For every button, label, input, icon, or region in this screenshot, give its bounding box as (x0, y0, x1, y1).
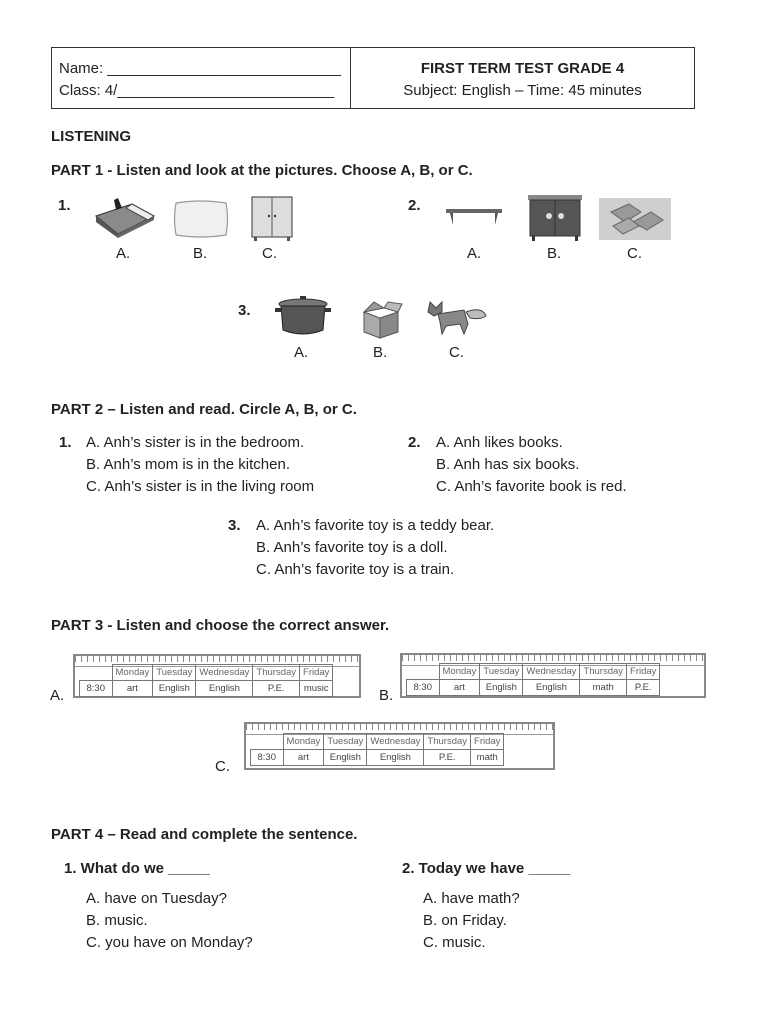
wardrobe-icon (248, 194, 296, 242)
subject-cell: math (471, 750, 504, 766)
day-tuesday: Tuesday (480, 664, 523, 680)
subject-cell: English (367, 750, 424, 766)
time-cell: 8:30 (80, 681, 113, 697)
time-cell: 8:30 (407, 680, 440, 696)
bed-icon (92, 194, 156, 240)
subject-cell: English (153, 681, 196, 697)
part4-q1-stem: 1. What do we _____ (64, 860, 210, 877)
name-line: Name: ____________________________ (59, 60, 341, 77)
part2-q2-option-b: B. Anh has six books. (436, 456, 580, 473)
part2-instruction: PART 2 – Listen and read. Circle A, B, or C. (51, 401, 357, 418)
part1-q3-option-b: B. (373, 344, 388, 361)
part2-q2-options (436, 432, 627, 498)
day-monday: Monday (439, 664, 480, 680)
part4-q2-option-a: A. have math? (423, 890, 520, 907)
part2-q2-number: 2. (408, 434, 421, 451)
part1-q1-option-c: C. (262, 245, 277, 262)
part2-q3-option-c: C. Anh’s favorite toy is a train. (256, 561, 455, 578)
part1-q1-option-a: A. (116, 245, 131, 262)
timetable-a-grid (79, 664, 333, 697)
day-friday: Friday (300, 665, 333, 681)
part4-q2-options (423, 888, 520, 954)
cupboard-icon (527, 194, 583, 242)
day-friday: Friday (471, 734, 504, 750)
test-title: FIRST TERM TEST GRADE 4 (420, 60, 625, 77)
day-tuesday: Tuesday (153, 665, 196, 681)
timetable-c-grid (250, 733, 504, 766)
part4-q1-option-b: B. music. (86, 912, 148, 929)
test-header (51, 47, 695, 109)
subject-cell: English (324, 750, 367, 766)
time-cell: 8:30 (251, 750, 284, 766)
student-info (52, 48, 351, 108)
part1-q1-option-b: B. (193, 245, 208, 262)
part1-q2-option-c: C. (627, 245, 642, 262)
timetable-a (73, 654, 361, 698)
part2-q1-option-a: A. Anh’s sister is in the bedroom. (86, 434, 305, 451)
listening-heading: LISTENING (51, 128, 132, 145)
test-info (351, 48, 694, 108)
part1-instruction: PART 1 - Listen and look at the pictures. Choose A, B, or C. (51, 162, 473, 179)
part4-q2-option-c: C. music. (423, 934, 486, 951)
part2-q1-option-c: C. Anh’s sister is in the living room (86, 478, 315, 495)
pot-icon (274, 294, 332, 340)
timetable-c (244, 722, 555, 770)
part1-q3-option-c: C. (449, 344, 464, 361)
shelf-icon (444, 206, 504, 228)
timetable-c-label: C. (215, 758, 230, 775)
timetable-b-grid (406, 663, 660, 696)
part2-q2-option-a: A. Anh likes books. (436, 434, 563, 451)
subject-cell: English (523, 680, 580, 696)
day-wednesday: Wednesday (523, 664, 580, 680)
subject-cell: P.E. (627, 680, 660, 696)
class-line: Class: 4/__________________________ (59, 82, 335, 99)
part4-q2-stem: 2. Today we have _____ (402, 860, 571, 877)
subject-cell: art (112, 681, 153, 697)
subject-cell: math (580, 680, 627, 696)
part2-q2-option-c: C. Anh’s favorite book is red. (436, 478, 627, 495)
timetable-a-label: A. (50, 687, 65, 704)
part1-q2-option-a: A. (467, 245, 482, 262)
pillow-icon (172, 199, 230, 239)
subject-cell: art (283, 750, 324, 766)
part1-q2-number: 2. (408, 197, 421, 214)
subject-cell: P.E. (424, 750, 471, 766)
part4-instruction: PART 4 – Read and complete the sentence. (51, 826, 358, 843)
part2-q3-option-b: B. Anh’s favorite toy is a doll. (256, 539, 448, 556)
part1-q3-option-a: A. (294, 344, 309, 361)
timetable-b-label: B. (379, 687, 394, 704)
timetable-b (400, 653, 706, 698)
day-wednesday: Wednesday (367, 734, 424, 750)
day-thursday: Thursday (424, 734, 471, 750)
part4-q1-option-c: C. you have on Monday? (86, 934, 253, 951)
subject-cell: P.E. (253, 681, 300, 697)
day-monday: Monday (112, 665, 153, 681)
subject-cell: English (196, 681, 253, 697)
part2-q3-option-a: A. Anh’s favorite toy is a teddy bear. (256, 517, 495, 534)
day-thursday: Thursday (580, 664, 627, 680)
part1-q2-option-b: B. (547, 245, 562, 262)
part2-q3-number: 3. (228, 517, 241, 534)
part4-q1-options (86, 888, 253, 954)
part2-q1-option-b: B. Anh’s mom is in the kitchen. (86, 456, 290, 473)
part2-q1-number: 1. (59, 434, 72, 451)
part3-instruction: PART 3 - Listen and choose the correct answer. (51, 617, 390, 634)
subject-cell: art (439, 680, 480, 696)
part2-q1-options (86, 432, 314, 498)
part1-q3-number: 3. (238, 302, 251, 319)
day-monday: Monday (283, 734, 324, 750)
part4-q1-option-a: A. have on Tuesday? (86, 890, 227, 907)
fox-icon (424, 298, 488, 340)
part2-q3-options (256, 515, 494, 581)
box-icon (358, 298, 404, 340)
subject-cell: English (480, 680, 523, 696)
day-thursday: Thursday (253, 665, 300, 681)
subject-cell: music (300, 681, 333, 697)
part1-q1-number: 1. (58, 197, 71, 214)
part4-q2-option-b: B. on Friday. (423, 912, 507, 929)
rug-icon (599, 198, 671, 240)
day-tuesday: Tuesday (324, 734, 367, 750)
day-wednesday: Wednesday (196, 665, 253, 681)
test-subject: Subject: English – Time: 45 minutes (403, 82, 642, 99)
day-friday: Friday (627, 664, 660, 680)
